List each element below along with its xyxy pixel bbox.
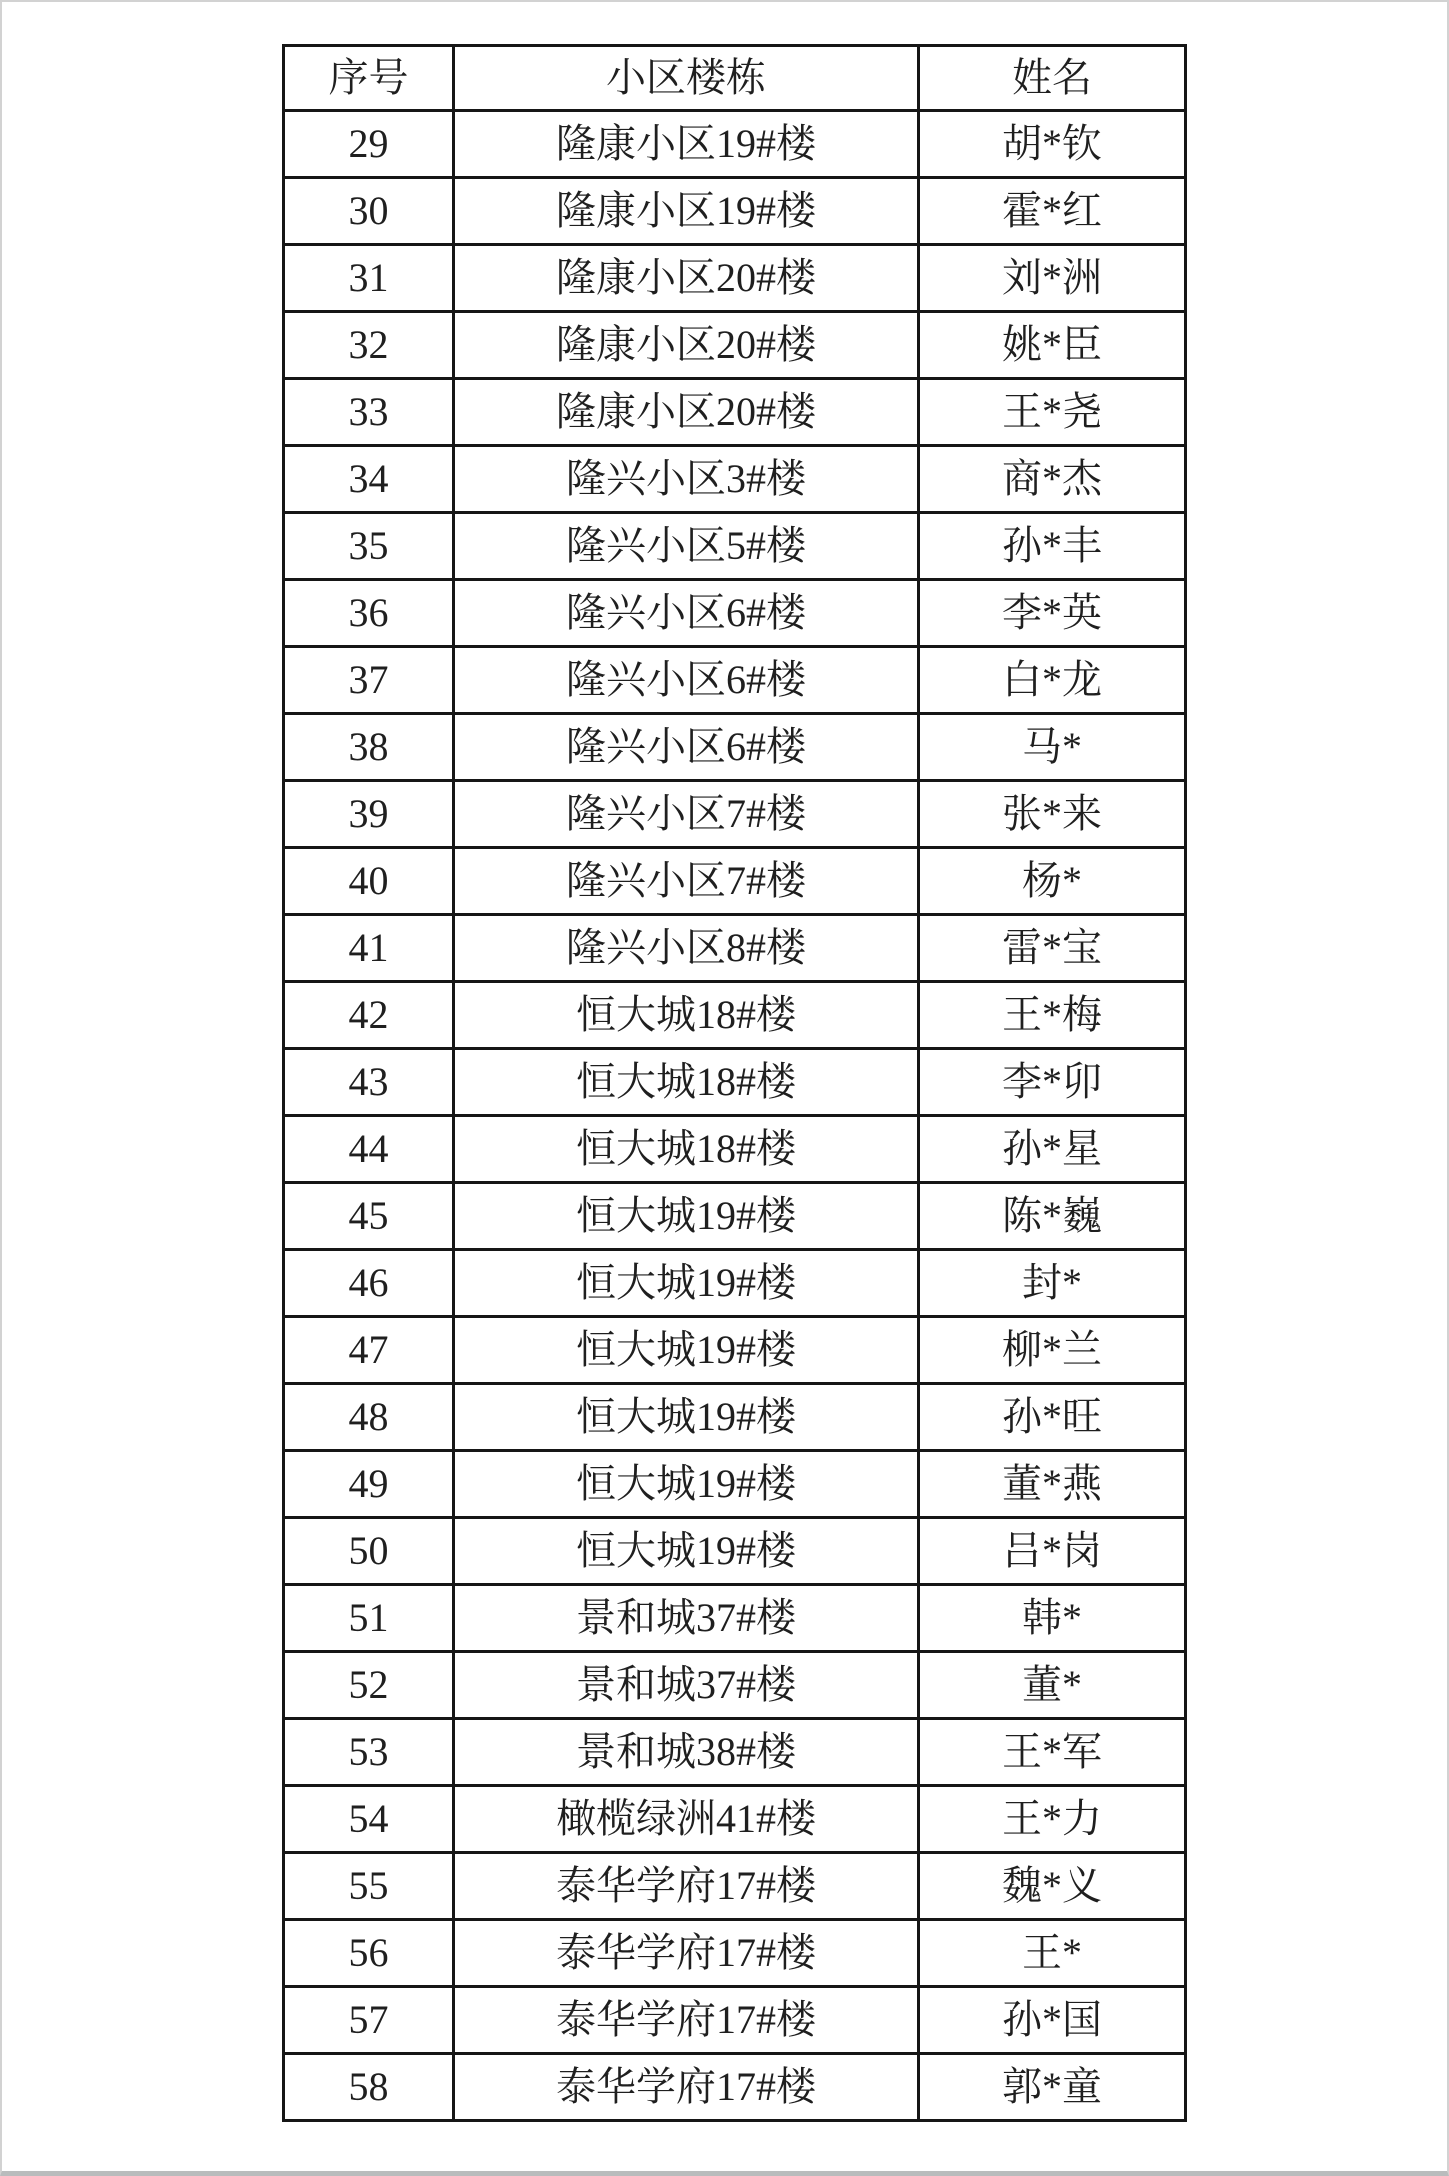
cell-building: 恒大城19#楼: [454, 1317, 919, 1384]
table-row: [284, 446, 1186, 513]
cell-name: 韩*: [919, 1585, 1186, 1652]
cell-building: 泰华学府17#楼: [454, 2054, 919, 2121]
table-row: [284, 915, 1186, 982]
cell-building: 泰华学府17#楼: [454, 1987, 919, 2054]
cell-serial-number: 58: [284, 2054, 454, 2121]
cell-serial-number: 54: [284, 1786, 454, 1853]
cell-name: 李*英: [919, 580, 1186, 647]
cell-name: 孙*旺: [919, 1384, 1186, 1451]
cell-serial-number: 41: [284, 915, 454, 982]
cell-name: 孙*国: [919, 1987, 1186, 2054]
cell-name: 吕*岗: [919, 1518, 1186, 1585]
cell-building: 隆兴小区6#楼: [454, 714, 919, 781]
table-row: [284, 1049, 1186, 1116]
cell-name: 孙*星: [919, 1116, 1186, 1183]
cell-serial-number: 35: [284, 513, 454, 580]
cell-serial-number: 40: [284, 848, 454, 915]
cell-building: 隆兴小区7#楼: [454, 781, 919, 848]
cell-serial-number: 39: [284, 781, 454, 848]
cell-name: 霍*红: [919, 178, 1186, 245]
cell-name: 王*力: [919, 1786, 1186, 1853]
cell-serial-number: 29: [284, 111, 454, 178]
cell-building: 隆康小区20#楼: [454, 379, 919, 446]
table-row: [284, 312, 1186, 379]
table-row: [284, 580, 1186, 647]
cell-name: 马*: [919, 714, 1186, 781]
cell-building: 隆兴小区3#楼: [454, 446, 919, 513]
cell-serial-number: 45: [284, 1183, 454, 1250]
table-row: [284, 111, 1186, 178]
cell-building: 隆康小区20#楼: [454, 245, 919, 312]
cell-name: 董*: [919, 1652, 1186, 1719]
cell-serial-number: 49: [284, 1451, 454, 1518]
cell-name: 白*龙: [919, 647, 1186, 714]
cell-name: 姚*臣: [919, 312, 1186, 379]
cell-name: 郭*童: [919, 2054, 1186, 2121]
cell-name: 柳*兰: [919, 1317, 1186, 1384]
cell-building: 泰华学府17#楼: [454, 1853, 919, 1920]
cell-serial-number: 37: [284, 647, 454, 714]
cell-name: 魏*义: [919, 1853, 1186, 1920]
cell-serial-number: 38: [284, 714, 454, 781]
cell-serial-number: 30: [284, 178, 454, 245]
cell-name: 雷*宝: [919, 915, 1186, 982]
cell-serial-number: 43: [284, 1049, 454, 1116]
cell-serial-number: 55: [284, 1853, 454, 1920]
cell-building: 恒大城18#楼: [454, 982, 919, 1049]
cell-building: 恒大城19#楼: [454, 1183, 919, 1250]
cell-serial-number: 33: [284, 379, 454, 446]
cell-name: 李*卯: [919, 1049, 1186, 1116]
table-row: [284, 848, 1186, 915]
cell-name: 王*尧: [919, 379, 1186, 446]
header-row: [284, 46, 1186, 111]
cell-serial-number: 57: [284, 1987, 454, 2054]
table-row: [284, 982, 1186, 1049]
cell-building: 隆兴小区6#楼: [454, 647, 919, 714]
table-row: [284, 1920, 1186, 1987]
table-row: [284, 379, 1186, 446]
cell-building: 景和城37#楼: [454, 1652, 919, 1719]
cell-serial-number: 51: [284, 1585, 454, 1652]
table-row: [284, 1116, 1186, 1183]
cell-serial-number: 31: [284, 245, 454, 312]
table-row: [284, 1987, 1186, 2054]
table-row: [284, 1585, 1186, 1652]
cell-serial-number: 42: [284, 982, 454, 1049]
cell-serial-number: 34: [284, 446, 454, 513]
resident-roster-table: [282, 44, 1187, 2122]
cell-building: 泰华学府17#楼: [454, 1920, 919, 1987]
table-row: [284, 1317, 1186, 1384]
table-body: [284, 111, 1186, 2121]
cell-building: 隆兴小区5#楼: [454, 513, 919, 580]
cell-building: 隆兴小区6#楼: [454, 580, 919, 647]
table-row: [284, 513, 1186, 580]
cell-name: 王*: [919, 1920, 1186, 1987]
cell-name: 王*梅: [919, 982, 1186, 1049]
cell-building: 隆兴小区8#楼: [454, 915, 919, 982]
cell-name: 杨*: [919, 848, 1186, 915]
cell-name: 封*: [919, 1250, 1186, 1317]
table-row: [284, 178, 1186, 245]
col-header-serial-number: 序号: [284, 46, 454, 111]
cell-name: 董*燕: [919, 1451, 1186, 1518]
cell-building: 景和城37#楼: [454, 1585, 919, 1652]
table-row: [284, 2054, 1186, 2121]
cell-building: 隆康小区19#楼: [454, 178, 919, 245]
cell-building: 橄榄绿洲41#楼: [454, 1786, 919, 1853]
cell-name: 胡*钦: [919, 111, 1186, 178]
cell-name: 陈*巍: [919, 1183, 1186, 1250]
cell-name: 商*杰: [919, 446, 1186, 513]
cell-serial-number: 52: [284, 1652, 454, 1719]
cell-building: 恒大城18#楼: [454, 1049, 919, 1116]
table-row: [284, 1518, 1186, 1585]
cell-serial-number: 46: [284, 1250, 454, 1317]
cell-serial-number: 48: [284, 1384, 454, 1451]
table-row: [284, 1786, 1186, 1853]
cell-building: 恒大城18#楼: [454, 1116, 919, 1183]
cell-serial-number: 32: [284, 312, 454, 379]
cell-serial-number: 53: [284, 1719, 454, 1786]
cell-name: 张*来: [919, 781, 1186, 848]
cell-serial-number: 47: [284, 1317, 454, 1384]
cell-serial-number: 50: [284, 1518, 454, 1585]
cell-name: 王*军: [919, 1719, 1186, 1786]
table-row: [284, 1853, 1186, 1920]
cell-building: 景和城38#楼: [454, 1719, 919, 1786]
cell-building: 隆康小区20#楼: [454, 312, 919, 379]
table-row: [284, 245, 1186, 312]
table-row: [284, 1652, 1186, 1719]
table-row: [284, 647, 1186, 714]
cell-serial-number: 56: [284, 1920, 454, 1987]
cell-serial-number: 36: [284, 580, 454, 647]
cell-name: 刘*洲: [919, 245, 1186, 312]
cell-building: 恒大城19#楼: [454, 1250, 919, 1317]
table-row: [284, 1719, 1186, 1786]
table-row: [284, 1384, 1186, 1451]
cell-serial-number: 44: [284, 1116, 454, 1183]
table-row: [284, 714, 1186, 781]
col-header-building: 小区楼栋: [454, 46, 919, 111]
table-row: [284, 781, 1186, 848]
cell-building: 恒大城19#楼: [454, 1518, 919, 1585]
cell-building: 隆康小区19#楼: [454, 111, 919, 178]
cell-name: 孙*丰: [919, 513, 1186, 580]
col-header-name: 姓名: [919, 46, 1186, 111]
table-row: [284, 1183, 1186, 1250]
cell-building: 隆兴小区7#楼: [454, 848, 919, 915]
table-row: [284, 1250, 1186, 1317]
cell-building: 恒大城19#楼: [454, 1384, 919, 1451]
cell-building: 恒大城19#楼: [454, 1451, 919, 1518]
table-row: [284, 1451, 1186, 1518]
